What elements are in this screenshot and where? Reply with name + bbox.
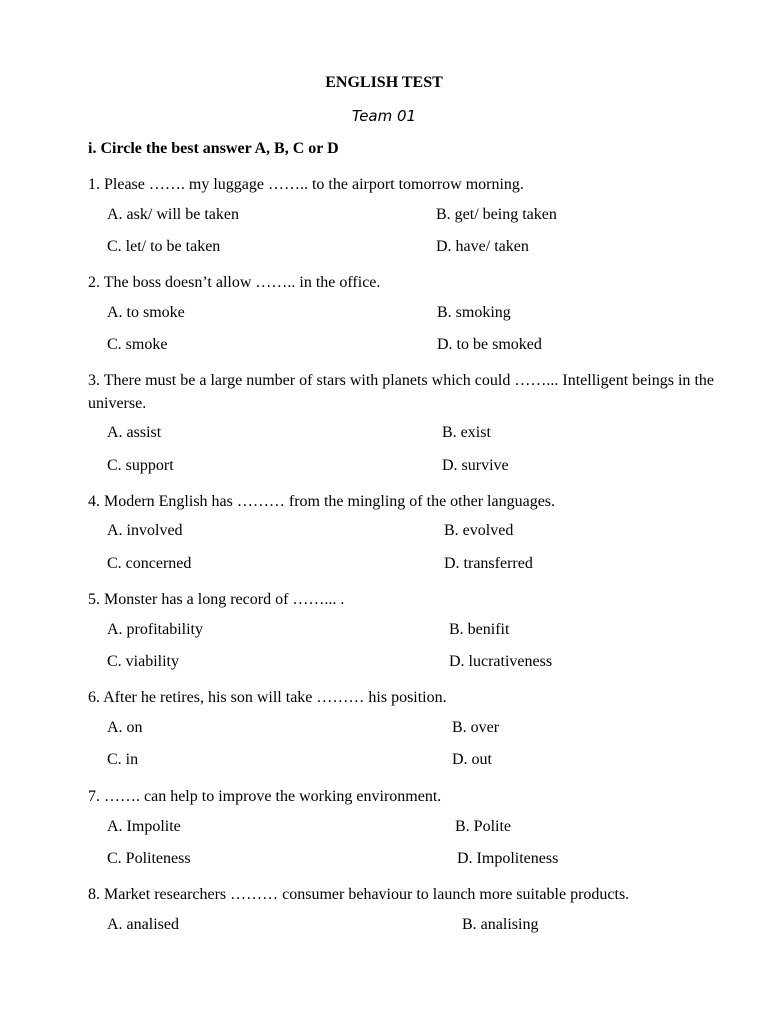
page-subtitle: Team 01 (351, 107, 417, 125)
q8-option-b[interactable]: B. analising (462, 916, 539, 933)
q2-option-c[interactable]: C. smoke (107, 336, 168, 353)
question-7: 7. ……. can help to improve the working environment. (88, 788, 442, 805)
q6-option-c[interactable]: C. in (107, 751, 139, 768)
q5-option-c[interactable]: C. viability (107, 653, 179, 670)
question-8: 8. Market researchers ……… consumer behaviour to launch more suitable products. (88, 886, 630, 903)
q7-option-a[interactable]: A. Impolite (107, 818, 181, 835)
q7-option-d[interactable]: D. Impoliteness (457, 850, 559, 867)
section-instruction: i. Circle the best answer A, B, C or D (88, 140, 339, 157)
q4-option-d[interactable]: D. transferred (444, 555, 533, 572)
q3-option-c[interactable]: C. support (107, 457, 174, 474)
q5-option-d[interactable]: D. lucrativeness (449, 653, 553, 670)
q2-option-d[interactable]: D. to be smoked (437, 336, 542, 353)
question-5: 5. Monster has a long record of ……... . (88, 591, 345, 608)
q1-option-c[interactable]: C. let/ to be taken (107, 238, 221, 255)
q5-option-a[interactable]: A. profitability (107, 621, 203, 638)
q6-option-a[interactable]: A. on (107, 719, 143, 736)
question-6: 6. After he retires, his son will take ……… his position. (88, 689, 447, 706)
page-title: ENGLISH TEST (325, 74, 443, 91)
question-3: 3. There must be a large number of stars with planets which could ……... Intelligent beings in the universe. (88, 372, 714, 412)
q3-option-b[interactable]: B. exist (442, 424, 491, 441)
q3-option-a[interactable]: A. assist (107, 424, 162, 441)
question-1: 1. Please ……. my luggage …….. to the airport tomorrow morning. (88, 176, 524, 193)
q7-option-b[interactable]: B. Polite (455, 818, 512, 835)
q8-option-a[interactable]: A. analised (107, 916, 179, 933)
q6-option-d[interactable]: D. out (452, 751, 492, 768)
q1-option-b[interactable]: B. get/ being taken (436, 206, 557, 223)
q4-option-b[interactable]: B. evolved (444, 522, 514, 539)
q5-option-b[interactable]: B. benifit (449, 621, 510, 638)
q6-option-b[interactable]: B. over (452, 719, 500, 736)
q1-option-a[interactable]: A. ask/ will be taken (107, 206, 239, 223)
q7-option-c[interactable]: C. Politeness (107, 850, 191, 867)
q2-option-b[interactable]: B. smoking (437, 304, 511, 321)
q4-option-a[interactable]: A. involved (107, 522, 183, 539)
question-2: 2. The boss doesn’t allow …….. in the office. (88, 274, 381, 291)
q3-option-d[interactable]: D. survive (442, 457, 509, 474)
q1-option-d[interactable]: D. have/ taken (436, 238, 529, 255)
q4-option-c[interactable]: C. concerned (107, 555, 192, 572)
q2-option-a[interactable]: A. to smoke (107, 304, 185, 321)
question-4: 4. Modern English has ……… from the mingling of the other languages. (88, 493, 556, 510)
